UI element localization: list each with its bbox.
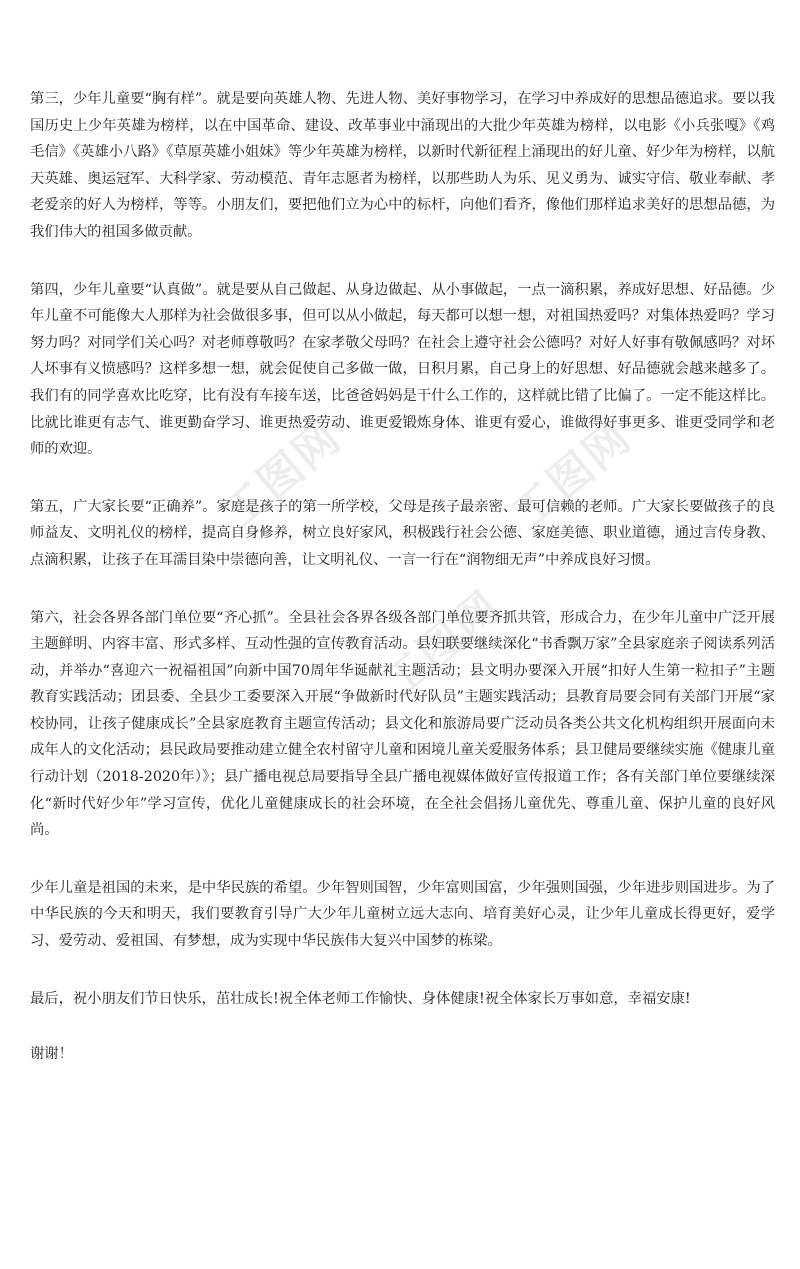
paragraph-third-point: 第三，少年儿童要“胸有样”。就是要向英雄人物、先进人物、美好事物学习，在学习中养成好的思想品德追求。要以我国历史上少年英雄为榜样，以在中国革命、建设、改革事业中涌现出的大批少年英雄为榜样，以电影《小兵张嘎》《鸡毛信》《英雄小八路》《草原英雄小姐妹》等少年英雄为榜样，以新时代新征程上涌现出的好儿童、好少年为榜样，以航天英雄、奥运冠军、大科学家、劳动模范、青年志愿者为榜样，以那些助人为乐、见义勇为、诚实守信、敬业奉献、孝老爱亲的好人为榜样，等等。小朋友们，要把他们立为心中的标杆，向他们看齐，像他们那样追求美好的思想品德，为我们伟大的祖国多做贡献。 xyxy=(30,91,775,240)
paragraph-wishes: 最后，祝小朋友们节日快乐，茁壮成长!祝全体老师工作愉快、身体健康!祝全体家长万事如意，幸福安康! xyxy=(30,990,691,1007)
paragraph-fourth-point: 第四，少年儿童要“认真做”。就是要从自己做起、从身边做起、从小事做起，一点一滴积累，养成好思想、好品德。少年儿童不可能像大人那样为社会做很多事，但可以从小做起，每天都可以想一想，对祖国热爱吗？对集体热爱吗？学习努力吗？对同学们关心吗？对老师尊敬吗？在家孝敬父母吗？在社会上遵守社会公德吗？对好人好事有敬佩感吗？对坏人坏事有义愤感吗？这样多想一想，就会促使自己多做一做，日积月累，自己身上的好思想、好品德就会越来越多了。我们有的同学喜欢比吃穿，比有没有车接车送，比爸爸妈妈是干什么工作的，这样就比错了比偏了。一定不能这样比。比就比谁更有志气、谁更勤奋学习、谁更热爱劳动、谁更爱锻炼身体、谁更有爱心，谁做得好事更多、谁更受同学和老师的欢迎。 xyxy=(30,281,775,458)
watermark: 工图网 xyxy=(372,581,512,710)
paragraph-sixth-point: 第六，社会各界各部门单位要“齐心抓”。全县社会各界各级各部门单位要齐抓共管，形成合力，在少年儿童中广泛开展主题鲜明、内容丰富、形式多样、互动性强的宣传教育活动。县妇联要继续深化“书香飘万家”全县家庭亲子阅读系列活动，并举办“喜迎六一祝福祖国”向新中国70周年华诞献礼主题活动；县文明办要深入开展“扣好人生第一粒扣子”主题教育实践活动；团县委、全县少工委要深入开展“争做新时代好队员”主题实践活动；县教育局要会同有关部门开展“家校协同，让孩子健康成长”全县家庭教育主题宣传活动；县文化和旅游局要广泛动员各类公共文化机构组织开展面向未成年人的文化活动；县民政局要推动建立健全农村留守儿童和困境儿童关爱服务体系；县卫健局要继续实施《健康儿童行动计划（2018-2020年）》；县广播电视总局要指导全县广播电视媒体做好宣传报道工作；各有关部门单位要继续深化“新时代好少年”学习宣传，优化儿童健康成长的社会环境，在全社会倡扬儿童优先、尊重儿童、保护儿童的良好风尚。 xyxy=(30,609,775,839)
paragraph-fifth-point: 第五，广大家长要“正确养”。家庭是孩子的第一所学校，父母是孩子最亲密、最可信赖的老师。广大家长要做孩子的良师益友、文明礼仪的榜样，提高自身修养，树立良好家风，积极践行社会公德、家庭美德、职业道德，通过言传身教、点滴积累，让孩子在耳濡目染中崇德向善，让文明礼仪、一言一行在“润物细无声”中养成良好习惯。 xyxy=(30,498,775,568)
watermark: 工图网 xyxy=(502,411,642,540)
document-body xyxy=(30,86,775,1099)
watermark: 工图网 xyxy=(212,411,352,540)
paragraph-thanks: 谢谢！ xyxy=(30,1046,73,1063)
paragraph-future: 少年儿童是祖国的未来，是中华民族的希望。少年智则国智，少年富则国富，少年强则国强，少年进步则国进步。为了中华民族的今天和明天，我们要教育引导广大少年儿童树立远大志向、培育美好心灵，让少年儿童成长得更好，爱学习、爱劳动、爱祖国、有梦想，成为实现中华民族伟大复兴中国梦的栋梁。 xyxy=(30,879,775,950)
